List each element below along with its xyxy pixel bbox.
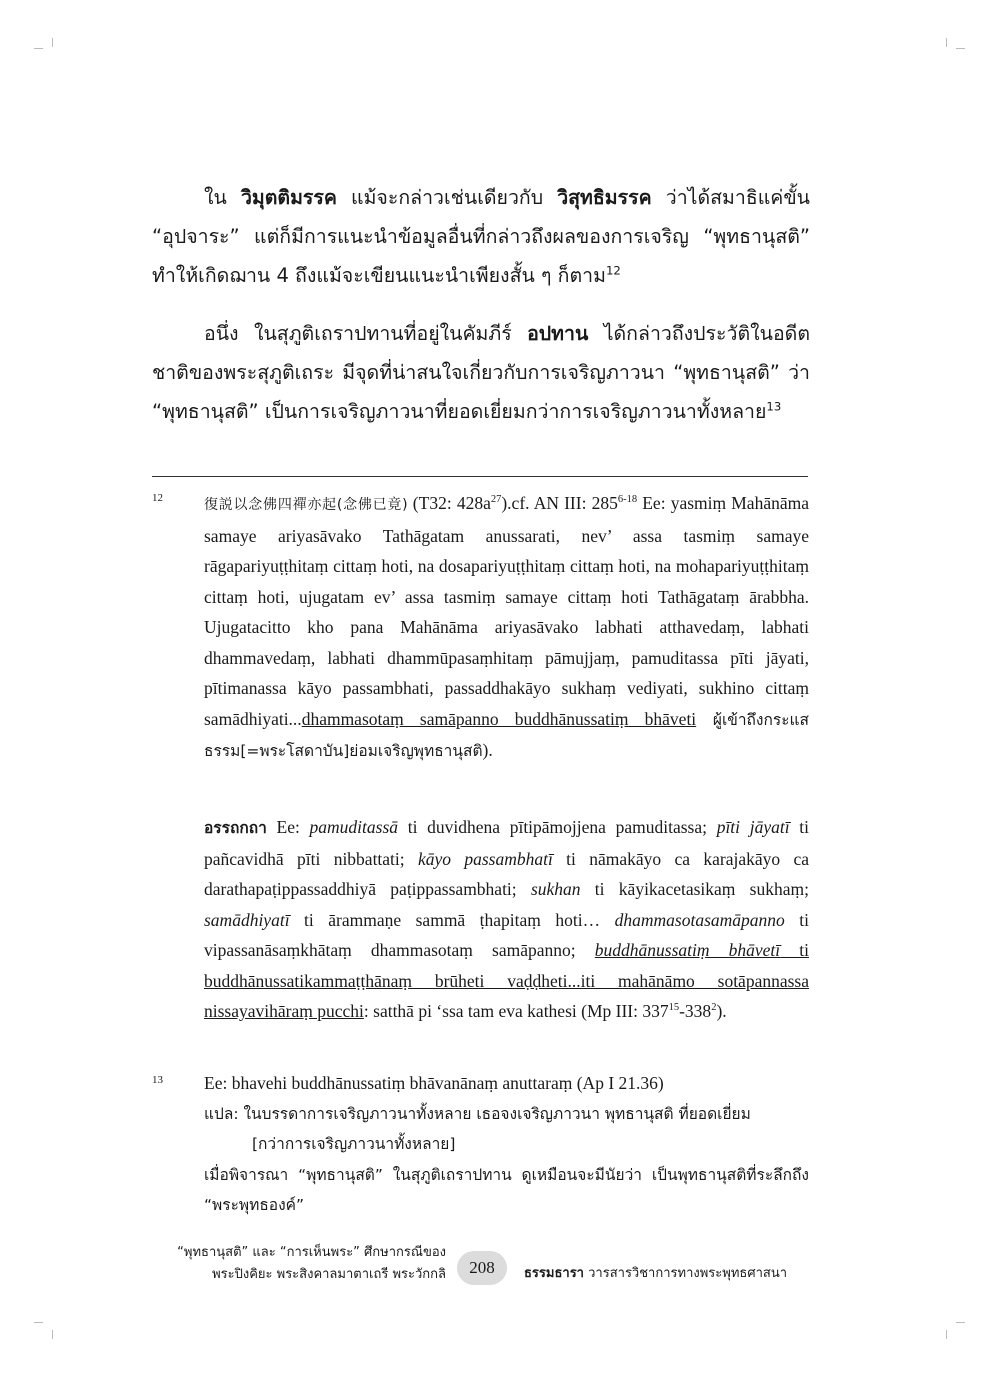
crop-mark: [946, 1330, 947, 1339]
footnote-ref-12[interactable]: 12: [605, 263, 621, 278]
crop-mark: [34, 48, 43, 49]
atthakatha-note: อรรถกถา Ee: pamuditassā ti duvidhena pītipāmojjena pamuditassa; pīti jāyatī ti pañcavidhā pīti nibbattati; kāyo passambhatī ti nāmakāyo ca karajakāyo ca darathapaṭippassaddhiyā paṭippassambhati; sukhan ti kāyikacetasikaṃ sukhaṃ; samādhiyatī ti ārammaṇe sammā ṭhapitaṃ hoti… dhammasotasamāpanno ti vipassanāsaṃkhātaṃ dhammasotaṃ samāpanno; buddhānussatiṃ bhāvetī ti buddhānussatikammaṭṭhānaṃ brūheti vaḍḍheti...iti mahānāmo sotāpannassa nissayavihāraṃ pucchi: satthā pi ‘ssa tam eva kathesi (Mp III: $337^{15}-338^2$).: [204, 817, 809, 1021]
body-paragraph-1: ใน วิมุตติมรรค แม้จะกล่าวเช่นเดียวกับ วิสุทธิมรรค ว่าได้สมาธิแค่ขั้น “อุปจาระ” แต่ก็มีการแนะนำข้อมูลอื่นที่กล่าวถึงผลของการเจริญ “พุทธานุสติ” ทำให้เกิดฌาน 4 ถึงแม้จะเขียนแนะนำเพียงสั้น ๆ ก็ตาม$^{12}$: [152, 186, 810, 287]
crop-mark: [946, 38, 947, 47]
footnote-13-line-3: [กว่าการเจริญภาวนาทั้งหลาย]: [252, 1135, 456, 1153]
footnote-13-line-2: แปล: ในบรรดาการเจริญภาวนาทั้งหลาย เธอจงเจริญภาวนา พุทธานุสติ ที่ยอดเยี่ยม: [204, 1104, 751, 1123]
footnote-number-12: 12: [152, 492, 163, 504]
footnote-12: 復説以念佛四禪亦起(念佛已竟) (T32: $428a^{27}).cf$. AN III: 285$^{6-18}$ Ee: yasmiṃ Mahānāma samaye ariyasāvako Tathāgatam anussarati, nev’ assa tasmiṃ samaye rāgapariyuṭṭhitaṃ cittaṃ hoti, na dosapariyuṭṭhitaṃ cittaṃ hoti, na mohapariyuṭṭhitaṃ cittaṃ hoti, ujugatam ev’ assa tasmiṃ samaye cittaṃ hoti Tathāgataṃ ārabbha. Ujugatacitto kho pana Mahānāma ariyasāvako labhati atthavedaṃ, labhati dhammavedaṃ, labhati dhammūpasaṃhitaṃ pāmujjaṃ, pamuditassa pīti jāyati, pītimanassa kāyo passambhati, passaddhakāyo sukhaṃ vediyati, sukhino cittaṃ samādhiyati...dhammasotaṃ samāpanno buddhānussatiṃ bhāveti ผู้เข้าถึงกระแสธรรม[=พระโสดาบัน]ย่อมเจริญพุทธานุสติ).: [204, 493, 809, 760]
footnote-number-13: 13: [152, 1074, 163, 1086]
crop-mark: [956, 48, 965, 49]
page-number: 208: [457, 1251, 507, 1285]
footnote-divider: [152, 476, 808, 477]
footnote-13-line-1: Ee: bhavehi buddhānussatiṃ bhāvanānaṃ anuttaraṃ (Ap I 21.36): [204, 1073, 664, 1093]
footnote-ref-13[interactable]: 13: [766, 399, 782, 414]
crop-mark: [34, 1322, 43, 1323]
footnote-13: [204, 1068, 809, 1221]
footnote-13-line-4: เมื่อพิจารณา “พุทธานุสติ” ในสุภูติเถราปทาน ดูเหมือนจะมีนัยว่า เป็นพุทธานุสติที่ระลึกถึง “พระพุทธองค์”: [204, 1165, 809, 1214]
journal-name: ธรรมธารา วารสารวิชาการทางพระพุทธศาสนา: [524, 1266, 788, 1281]
crop-mark: [52, 38, 53, 47]
crop-mark: [956, 1322, 965, 1323]
body-paragraph-2: อนึ่ง ในสุภูติเถราปทานที่อยู่ในคัมภีร์ อปทาน ได้กล่าวถึงประวัติในอดีตชาติของพระสุภูติเถระ มีจุดที่น่าสนใจเกี่ยวกับการเจริญภาวนา “พุทธานุสติ” ว่า “พุทธานุสติ” เป็นการเจริญภาวนาที่ยอดเยี่ยมกว่าการเจริญภาวนาทั้งหลาย$^{13}$: [152, 322, 810, 423]
running-footer-title: “พุทธานุสติ” และ “การเห็นพระ” ศึกษากรณีของ พระปิงคิยะ พระสิงคาลมาตาเถรี พระวักกลิ: [177, 1245, 446, 1282]
crop-mark: [52, 1330, 53, 1339]
